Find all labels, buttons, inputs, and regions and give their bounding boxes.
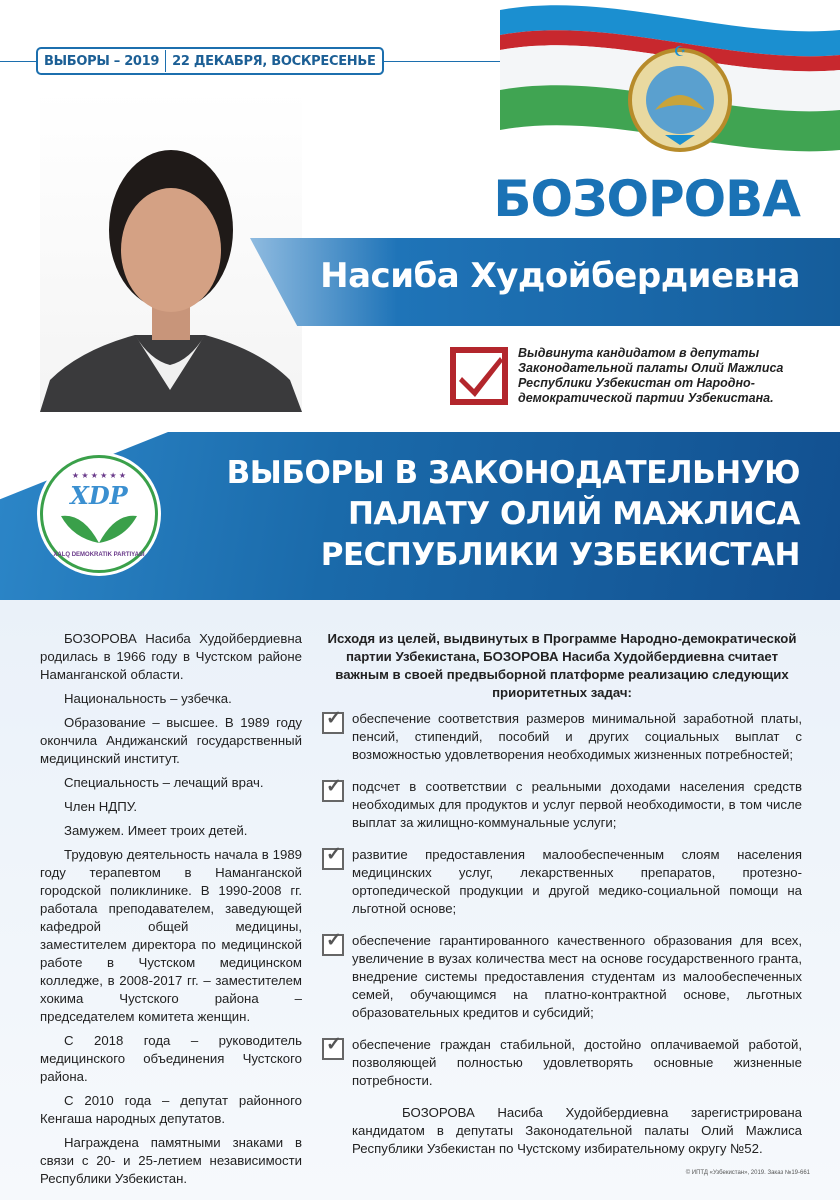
biography bbox=[40, 630, 302, 1194]
election-title-line: РЕСПУБЛИКИ УЗБЕКИСТАН bbox=[320, 537, 800, 573]
task-text: обеспечение гарантированного качественного образования для всех, увеличение в вузах количества мест на основе государственного гранта, внедрение системы предоставления студентам из малообеспеченных семей, обучающимся на платно-контрактной основе, льготных образовательных кредитов и субсидий; bbox=[352, 933, 802, 1020]
svg-text:☪: ☪ bbox=[673, 43, 687, 59]
election-title bbox=[227, 453, 800, 576]
candidate-surname: БОЗОРОВА bbox=[493, 170, 800, 228]
header-rule bbox=[0, 61, 36, 62]
candidate-first-names: Насиба Худойбердиевна bbox=[320, 256, 800, 296]
bio-paragraph: Член НДПУ. bbox=[64, 799, 137, 814]
nomination-text: Выдвинута кандидатом в депутаты Законодательной палаты Олий Мажлиса Республики Узбекистан от Народно-демократической партии Узбекистана. bbox=[518, 346, 784, 405]
checkmark-icon bbox=[450, 347, 508, 405]
election-platform bbox=[322, 630, 802, 1158]
bio-paragraph: БОЗОРОВА Насиба Худойбердиевна родилась в 1966 году в Чустском районе Наманганской области. bbox=[40, 631, 302, 682]
bio-paragraph: Награждена памятными знаками в связи с 20- и 25-летием независимости Республики Узбекистан. bbox=[40, 1135, 302, 1186]
bio-paragraph: С 2018 года – руководитель медицинского объединения Чустского района. bbox=[40, 1033, 302, 1084]
checkbox-icon bbox=[322, 780, 344, 802]
task-text: подсчет в соответствии с реальными доходами населения средств необходимых для продуктов и услуг первой необходимости, в том числе выплат за жилищно-коммунальные услуги; bbox=[352, 779, 802, 830]
election-date: 22 ДЕКАБРЯ, ВОСКРЕСЕНЬЕ bbox=[172, 53, 376, 69]
platform-intro: Исходя из целей, выдвинутых в Программе Народно-демократической партии Узбекистана, БОЗОРОВА Насиба Худойбердиевна считает важным в своей предвыборной платформе реализацию следующих приоритетных задач: bbox=[327, 631, 797, 700]
task-text: развитие предоставления малообеспеченным слоям населения медицинских услуг, лекарственных препаратов, протезно-ортопедической продукции и другой медико-социальной помощи на льготной основе; bbox=[352, 847, 802, 916]
imprint: © ИПТД «Узбекистан», 2019. Заказ №19-661 bbox=[685, 1170, 810, 1176]
party-logo bbox=[40, 455, 158, 573]
platform-task bbox=[322, 932, 802, 1022]
election-title-line: ПАЛАТУ ОЛИЙ МАЖЛИСА bbox=[347, 496, 800, 532]
bio-paragraph: Замужем. Имеет троих детей. bbox=[64, 823, 248, 838]
election-date-box bbox=[36, 47, 384, 75]
registration-note: БОЗОРОВА Насиба Худойбердиевна зарегистрирована кандидатом в депутаты Законодательной палаты Олий Мажлиса Республики Узбекистан по Чустскому избирательному округу №52. bbox=[352, 1105, 802, 1156]
bio-paragraph: Национальность – узбечка. bbox=[64, 691, 232, 706]
bio-paragraph: Специальность – лечащий врач. bbox=[64, 775, 264, 790]
platform-task bbox=[322, 1036, 802, 1090]
state-emblem bbox=[625, 40, 735, 155]
checkbox-icon bbox=[322, 848, 344, 870]
checkbox-icon bbox=[322, 934, 344, 956]
checkbox-icon bbox=[322, 712, 344, 734]
platform-task bbox=[322, 778, 802, 832]
party-logo-letters: XDP bbox=[70, 481, 128, 510]
election-label: ВЫБОРЫ – 2019 bbox=[44, 53, 160, 69]
svg-text:★ ★ ★ ★ ★ ★: ★ ★ ★ ★ ★ ★ bbox=[71, 471, 127, 480]
bio-paragraph: Трудовую деятельность начала в 1989 году терапевтом в Наманганской городской поликлинике. В 1990-2008 гг. работала преподавателем, заведующей кафедрой общей медицины, заместителем директора по медицинской работе в Чустском медицинском колледже, в 2008-2017 гг. – заместителем хокима Чустского района – председателем комитета женщин. bbox=[40, 847, 302, 1024]
checkbox-icon bbox=[322, 1038, 344, 1060]
platform-task bbox=[322, 710, 802, 764]
bio-paragraph: Образование – высшее. В 1989 году окончила Андижанский государственный медицинский институт. bbox=[40, 715, 302, 766]
task-text: обеспечение граждан стабильной, достойно оплачиваемой работой, позволяющей полностью удовлетворять основные жизненные потребности. bbox=[352, 1037, 802, 1088]
election-title-line: ВЫБОРЫ В ЗАКОНОДАТЕЛЬНУЮ bbox=[226, 455, 800, 491]
task-text: обеспечение соответствия размеров минимальной заработной платы, пенсий, стипендий, пособий и других социальных выплат с возможностью удовлетворения необходимых жизненных потребностей; bbox=[352, 711, 802, 762]
bio-paragraph: С 2010 года – депутат районного Кенгаша народных депутатов. bbox=[40, 1093, 302, 1126]
svg-text:XALQ DEMOKRATIK PARTIYASI: XALQ DEMOKRATIK PARTIYASI bbox=[53, 552, 145, 558]
platform-task bbox=[322, 846, 802, 918]
